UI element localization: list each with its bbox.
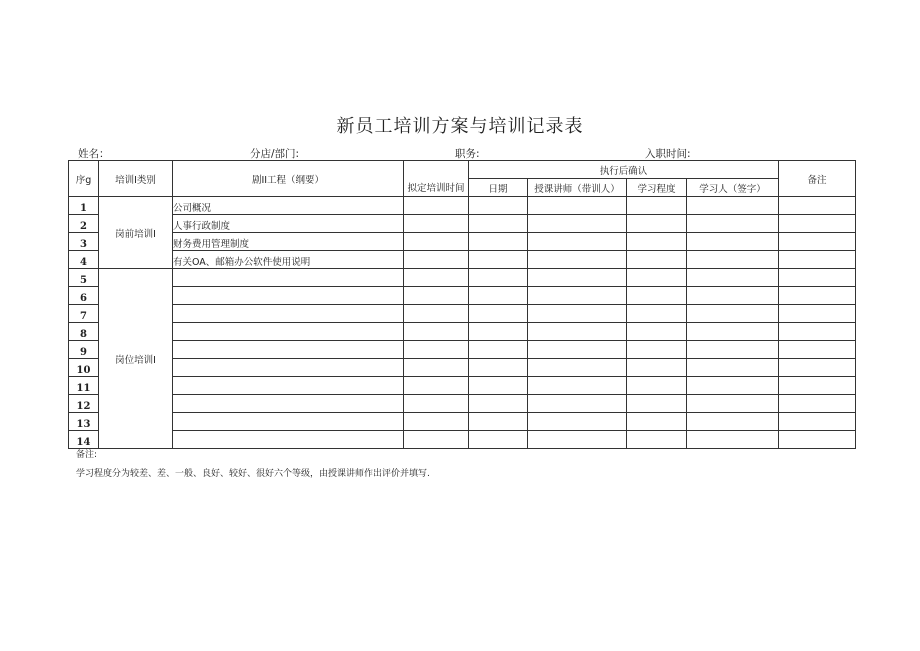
remarks-cell[interactable] [779, 305, 856, 323]
level-cell[interactable] [627, 413, 687, 431]
training-item[interactable]: 人事行政制度 [173, 215, 404, 233]
row-number: 5 [69, 269, 99, 287]
trainer-cell[interactable] [528, 359, 627, 377]
remarks-cell[interactable] [779, 431, 856, 449]
trainer-cell[interactable] [528, 251, 627, 269]
trainer-cell[interactable] [528, 431, 627, 449]
training-item[interactable] [173, 341, 404, 359]
row-number: 2 [69, 215, 99, 233]
planned-time-cell[interactable] [404, 359, 469, 377]
planned-time-cell[interactable] [404, 215, 469, 233]
planned-time-cell[interactable] [404, 431, 469, 449]
row-number: 10 [69, 359, 99, 377]
page-title: 新员工培训方案与培训记录表 [336, 116, 584, 137]
planned-time-cell[interactable] [404, 197, 469, 215]
table-row [69, 197, 856, 215]
table-row [69, 413, 856, 431]
date-cell[interactable] [469, 197, 528, 215]
level-cell[interactable] [627, 269, 687, 287]
table-row [69, 395, 856, 413]
planned-time-cell[interactable] [404, 323, 469, 341]
training-item[interactable] [173, 305, 404, 323]
header-level: 学习程度 [627, 179, 687, 197]
date-cell[interactable] [469, 233, 528, 251]
training-item[interactable]: 有关OA、邮箱办公软件使用说明 [173, 251, 404, 269]
level-cell[interactable] [627, 341, 687, 359]
level-cell[interactable] [627, 395, 687, 413]
table-row [69, 359, 856, 377]
remarks-cell[interactable] [779, 287, 856, 305]
planned-time-cell[interactable] [404, 233, 469, 251]
training-item[interactable] [173, 269, 404, 287]
table-row [69, 341, 856, 359]
row-number: 9 [69, 341, 99, 359]
planned-time-cell[interactable] [404, 287, 469, 305]
level-cell[interactable] [627, 377, 687, 395]
table-row [69, 305, 856, 323]
remarks-cell[interactable] [779, 269, 856, 287]
position-label: 职务: [455, 148, 480, 160]
training-item[interactable] [173, 431, 404, 449]
level-cell[interactable] [627, 359, 687, 377]
header-category: 培训I类别 [99, 161, 173, 197]
learner-cell[interactable] [687, 287, 779, 305]
entry-date-label: 入职时间: [645, 148, 691, 160]
trainer-cell[interactable] [528, 395, 627, 413]
learner-cell[interactable] [687, 197, 779, 215]
category-pre-job: 岗前培训I [99, 197, 173, 269]
trainer-cell[interactable] [528, 233, 627, 251]
learner-cell[interactable] [687, 251, 779, 269]
date-cell[interactable] [469, 413, 528, 431]
learner-cell[interactable] [687, 233, 779, 251]
planned-time-cell[interactable] [404, 305, 469, 323]
branch-label: 分店/部门: [250, 148, 300, 160]
remarks-cell[interactable] [779, 359, 856, 377]
row-number: 13 [69, 413, 99, 431]
training-item[interactable]: 公司概况 [173, 197, 404, 215]
learner-cell[interactable] [687, 431, 779, 449]
training-item[interactable] [173, 413, 404, 431]
header-date: 日期 [469, 179, 528, 197]
table-row [69, 323, 856, 341]
date-cell[interactable] [469, 341, 528, 359]
trainer-cell[interactable] [528, 377, 627, 395]
category-on-job: 岗位培训I [99, 269, 173, 449]
level-cell[interactable] [627, 215, 687, 233]
trainer-cell[interactable] [528, 287, 627, 305]
header-seq: 序g [69, 161, 99, 197]
training-item[interactable]: 财务费用管理制度 [173, 233, 404, 251]
training-item[interactable] [173, 287, 404, 305]
header-planned-time: 拟定培训时间 [404, 161, 469, 197]
header-remarks: 备注 [779, 161, 856, 197]
date-cell[interactable] [469, 305, 528, 323]
remarks-cell[interactable] [779, 323, 856, 341]
level-cell[interactable] [627, 251, 687, 269]
planned-time-cell[interactable] [404, 341, 469, 359]
row-number: 4 [69, 251, 99, 269]
date-cell[interactable] [469, 395, 528, 413]
planned-time-cell[interactable] [404, 395, 469, 413]
remarks-cell[interactable] [779, 377, 856, 395]
training-item[interactable] [173, 323, 404, 341]
learner-cell[interactable] [687, 359, 779, 377]
remarks-cell[interactable] [779, 413, 856, 431]
planned-time-cell[interactable] [404, 269, 469, 287]
header-project: 剧II工程（纲要） [173, 161, 404, 197]
learner-cell[interactable] [687, 269, 779, 287]
row-number: 14 [69, 431, 99, 449]
row-number: 8 [69, 323, 99, 341]
notes-text: 学习程度分为较差、差、一般、良好、较好、很好六个等级，由授课讲师作出评价并填写. [76, 469, 430, 479]
date-cell[interactable] [469, 359, 528, 377]
header-learner: 学习人（签字） [687, 179, 779, 197]
remarks-cell[interactable] [779, 251, 856, 269]
table-row [69, 251, 856, 269]
row-number: 11 [69, 377, 99, 395]
table-row [69, 287, 856, 305]
trainer-cell[interactable] [528, 197, 627, 215]
level-cell[interactable] [627, 287, 687, 305]
trainer-cell[interactable] [528, 341, 627, 359]
notes-label: 备注: [76, 450, 98, 460]
training-item[interactable] [173, 377, 404, 395]
table-row [69, 215, 856, 233]
level-cell[interactable] [627, 197, 687, 215]
training-item[interactable] [173, 395, 404, 413]
level-cell[interactable] [627, 431, 687, 449]
date-cell[interactable] [469, 431, 528, 449]
date-cell[interactable] [469, 251, 528, 269]
planned-time-cell[interactable] [404, 413, 469, 431]
row-number: 6 [69, 287, 99, 305]
header-exec-confirm: 执行后确认 [469, 161, 779, 179]
date-cell[interactable] [469, 287, 528, 305]
learner-cell[interactable] [687, 305, 779, 323]
header-trainer: 授课讲师（带训人） [528, 179, 627, 197]
date-cell[interactable] [469, 215, 528, 233]
remarks-cell[interactable] [779, 233, 856, 251]
learner-cell[interactable] [687, 377, 779, 395]
table-row [69, 233, 856, 251]
level-cell[interactable] [627, 323, 687, 341]
planned-time-cell[interactable] [404, 377, 469, 395]
trainer-cell[interactable] [528, 215, 627, 233]
level-cell[interactable] [627, 305, 687, 323]
training-item[interactable] [173, 359, 404, 377]
learner-cell[interactable] [687, 323, 779, 341]
remarks-cell[interactable] [779, 395, 856, 413]
table-body [69, 197, 856, 449]
trainer-cell[interactable] [528, 323, 627, 341]
row-number: 1 [69, 197, 99, 215]
learner-cell[interactable] [687, 395, 779, 413]
trainer-cell[interactable] [528, 305, 627, 323]
remarks-cell[interactable] [779, 341, 856, 359]
row-number: 7 [69, 305, 99, 323]
remarks-cell[interactable] [779, 197, 856, 215]
level-cell[interactable] [627, 233, 687, 251]
remarks-cell[interactable] [779, 215, 856, 233]
date-cell[interactable] [469, 323, 528, 341]
trainer-cell[interactable] [528, 413, 627, 431]
training-record-table [68, 160, 856, 449]
row-number: 12 [69, 395, 99, 413]
date-cell[interactable] [469, 377, 528, 395]
trainer-cell[interactable] [528, 269, 627, 287]
learner-cell[interactable] [687, 215, 779, 233]
name-label: 姓名： [78, 148, 110, 160]
row-number: 3 [69, 233, 99, 251]
planned-time-cell[interactable] [404, 251, 469, 269]
table-row [69, 431, 856, 449]
table-row [69, 269, 856, 287]
learner-cell[interactable] [687, 413, 779, 431]
learner-cell[interactable] [687, 341, 779, 359]
date-cell[interactable] [469, 269, 528, 287]
table-row [69, 377, 856, 395]
